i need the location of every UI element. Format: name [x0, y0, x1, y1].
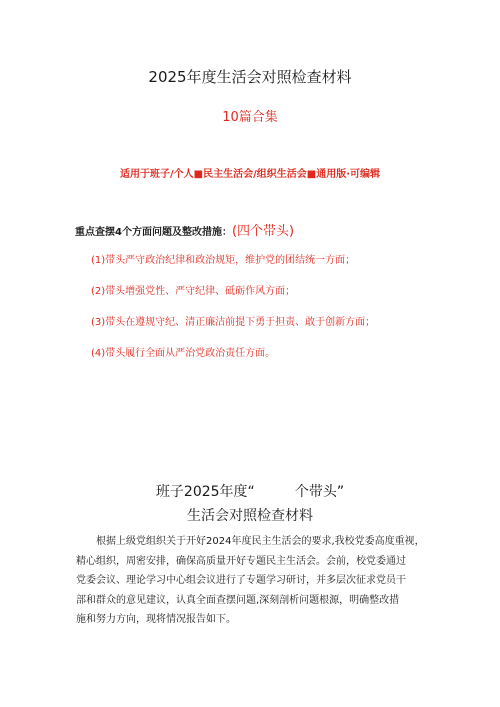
- section-title-line-1: 班子2025年度“ 个带头”: [155, 484, 345, 500]
- focus-point: (4)带头履行全面从严治党政治责任方面。: [91, 348, 276, 359]
- focus-points-list: [91, 254, 375, 378]
- focus-heading: [75, 220, 294, 239]
- focus-point: (3)带头在遵规守纪、清正廉洁前提下勇于担责、敢于创新方面；: [91, 317, 376, 328]
- scope-line: 适用于班子/个人■民主生活会/组织生活会■通用版·可编辑: [120, 169, 380, 180]
- body-paragraph: [76, 532, 430, 630]
- focus-point: (2)带头增强党性、严守纪律、砥砺作风方面；: [91, 286, 296, 297]
- focus-point: (1)带头严守政治纪律和政治规矩，维护党的团结统一方面；: [91, 255, 356, 266]
- focus-heading-text: 重点查摆4个方面问题及整改措施：: [75, 227, 232, 238]
- body-line: 党委会议、理论学习中心组会议进行了专题学习研讨，并多层次征求党员干: [76, 575, 406, 586]
- main-title: 2025年度生活会对照检查材料: [148, 68, 352, 86]
- body-line: 精心组织，周密安排，确保高质量开好专题民主生活会。会前，校党委通过: [76, 555, 406, 567]
- focus-tag: (四个带头): [231, 224, 295, 239]
- body-line: 部和群众的意见建议，认真全面查摆问题,深刻剖析问题根源，明确整改措: [76, 594, 400, 606]
- body-line: 施和努力方向，现将情况报告如下。: [76, 614, 236, 625]
- collection-subtitle: 10篇合集: [222, 110, 278, 125]
- body-line: 根据上级党组织关于开好2024年度民主生活会的要求,我校党委高度重视，: [96, 536, 425, 547]
- section-title-line-2: 生活会对照检查材料: [187, 508, 313, 524]
